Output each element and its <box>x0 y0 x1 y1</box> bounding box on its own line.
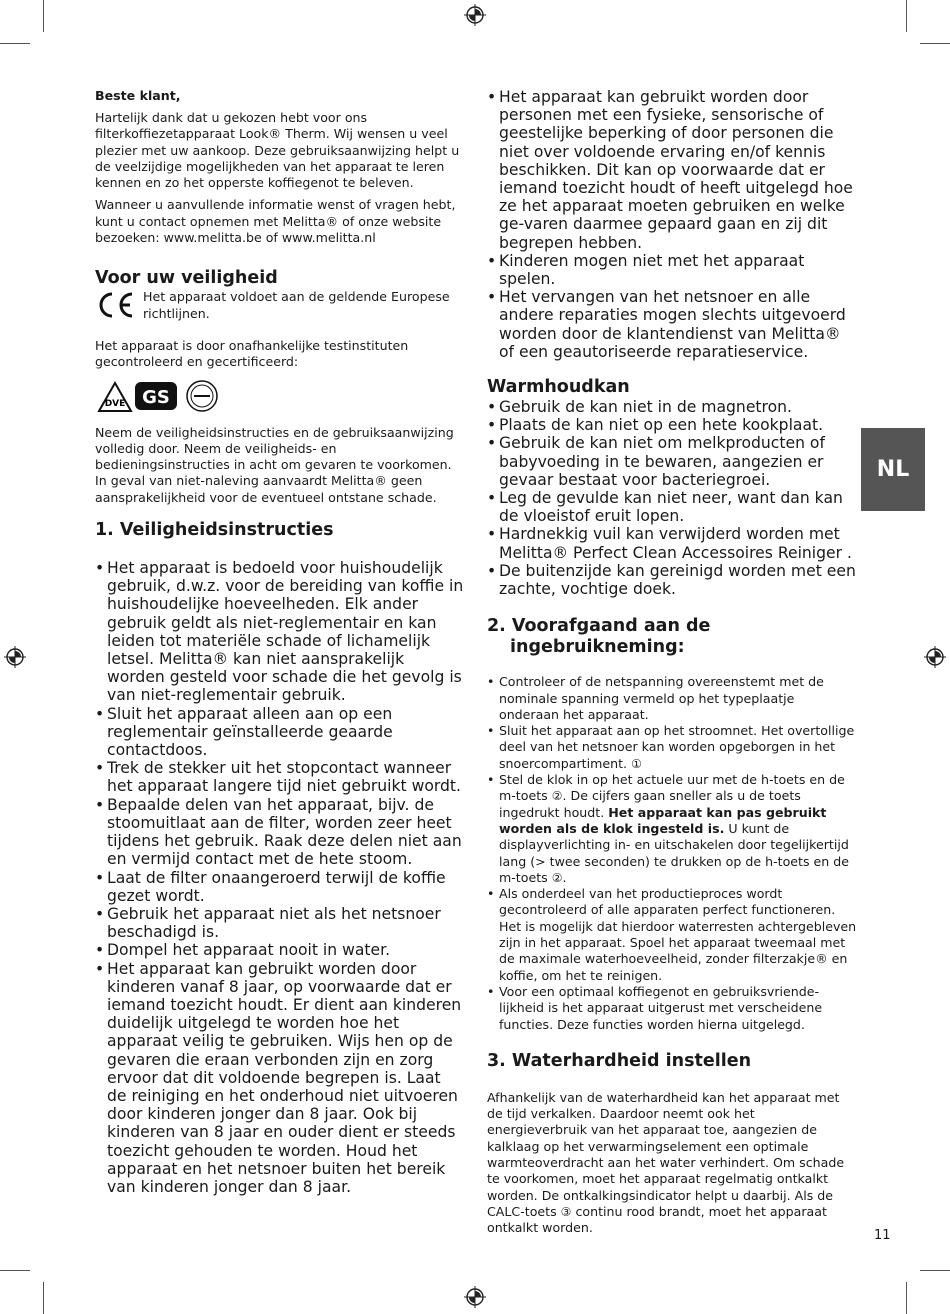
list-item: • Hardnekkig vuil kan verwijderd worden met Melitta® Perfect Clean Accessoires Reiniger . <box>487 525 857 561</box>
tested-text: Het apparaat is door onafhankelijke testinstituten gecontroleerd en gecertificeerd: <box>95 337 409 370</box>
list-item: • De buitenzijde kan gereinigd worden met een zachte, vochtige doek. <box>487 562 857 598</box>
section-1-heading: 1. Veiligheidsinstructies <box>95 520 334 541</box>
contact-paragraph: Wanneer u aanvullende informatie wenst of vragen hebt, kunt u contact opnemen met Melitta® of onze website bezoeken: www.melitta.be of www.melitta.nl <box>95 197 456 246</box>
list-item: • Sluit het apparaat alleen aan op een reglementair geïnstalleerde geaarde contactdoos. <box>95 705 465 760</box>
crop-mark <box>906 0 907 32</box>
section-3-heading: 3. Waterhardheid instellen <box>487 1050 752 1071</box>
list-item: • Het apparaat kan gebruikt worden door personen met een fysieke, sensorische of geestelijke beperking of door personen die niet over voldoende ervaring en/of kennis beschikken. Dit kan op voorwaarde dat er iemand toezicht houdt of heeft uitgelegd hoe ze het apparaat moeten gebruiken en welke ge-varen daarmee gepaard gaan en zij dit begrepen hebben. <box>487 88 857 252</box>
list-item: • Gebruik de kan niet om melkproducten of babyvoeding in te bewaren, aangezien er gevaar bestaat voor bacteriegroei. <box>487 434 857 489</box>
registration-mark-icon <box>464 4 486 26</box>
section-2-heading-line2: ingebruikneming: <box>510 637 685 658</box>
crop-mark <box>906 1282 907 1314</box>
ce-statement <box>95 289 465 322</box>
list-item: • Bepaalde delen van het apparaat, bijv. de stoomuitlaat aan de filter, worden zeer heet tijdens het gebruik. Raak deze delen niet aan en vermijd contact met de hete stoom. <box>95 796 465 869</box>
crop-mark <box>43 0 44 32</box>
water-hardness-text: Afhankelijk van de waterhardheid kan het apparaat met de tijd verkalken. Daardoor neemt ook het energieverbruik van het apparaat toe, aangezien de kalklaag op het verwarmingselement een optimale warmteoverdracht aan het water verhindert. Om schade te voorkomen, moet het apparaat regelmatig ontkalkt worden. De ontkalkingsindicator helpt u daarbij. Als de CALC-toets ③ continu rood brandt, moet het apparaat ontkalkt worden. <box>487 1089 845 1236</box>
gs-icon <box>135 382 177 410</box>
vde-icon <box>99 383 131 411</box>
certification-seal-icon <box>187 381 217 411</box>
safety-heading: Voor uw veiligheid <box>95 268 278 289</box>
preparation-list <box>487 674 857 1033</box>
list-item: • Sluit het apparaat aan op het stroomnet. Het overtollige deel van het netsnoer kan worden opgeborgen in het snoercompartiment. ① <box>487 723 857 772</box>
instructions-text: Neem de veiligheidsinstructies en de gebruiksaanwijzing volledig door. Neem de veiligheids- en bedieningsinstructies in acht om gevaren te voorkomen. In geval van niet-naleving aanvaardt Melitta® geen aansprakelijkheid voor de eventueel ontstane schade. <box>95 424 454 505</box>
list-item: • Het vervangen van het netsnoer en alle andere reparaties mogen slechts uitgevoerd worden door de klantendienst van Melitta® of een geautoriseerde reparatieservice. <box>487 288 857 361</box>
list-item: • Plaats de kan niet op een hete kookplaat. <box>487 416 857 434</box>
list-item: • Als onderdeel van het productieproces wordt gecontroleerd of alle apparaten perfect functioneren. Het is mogelijk dat hierdoor waterresten achtergebleven zijn in het apparaat. Spoel het apparaat tweemaal met de maximale waterhoeveelheid, zonder filterzakje® en koffie, om het te reinigen. <box>487 886 857 984</box>
intro-paragraph: Hartelijk dank dat u gekozen hebt voor ons filterkoffiezetapparaat Look® Therm. Wij wensen u veel plezier met uw aankoop. Deze gebruiksaanwijzing helpt u de veelzijdige mogelijkheden van het apparaat te leren kennen en zo het opperste koffiegenot te beleven. <box>95 110 460 191</box>
list-item: • Voor een optimaal koffiegenot en gebruiksvriende-lijkheid is het apparaat uitgerust met verscheidene functies. Deze functies worden hierna uitgelegd. <box>487 984 857 1033</box>
section-2-heading-line1: 2. Voorafgaand aan de <box>487 616 711 637</box>
crop-mark <box>0 43 30 44</box>
list-item: • Gebruik de kan niet in de magnetron. <box>487 398 857 416</box>
crop-mark <box>43 1282 44 1314</box>
registration-mark-icon <box>464 1286 486 1308</box>
safety-instructions-continued <box>487 88 857 361</box>
list-item: • Laat de filter onaangeroerd terwijl de koffie gezet wordt. <box>95 869 465 905</box>
right-column <box>487 88 857 1242</box>
list-item: • Trek de stekker uit het stopcontact wanneer het apparaat langere tijd niet gebruikt wordt. <box>95 759 465 795</box>
language-tab: NL <box>861 428 925 511</box>
svg-text:DVE: DVE <box>104 398 126 409</box>
crop-mark <box>920 43 950 44</box>
warmhoudkan-heading: Warmhoudkan <box>487 377 630 398</box>
list-item: • Kinderen mogen niet met het apparaat spelen. <box>487 252 857 288</box>
ce-mark-icon <box>95 291 135 319</box>
ce-text: Het apparaat voldoet aan de geldende Europese richtlijnen. <box>143 289 450 321</box>
list-item: • Het apparaat is bedoeld voor huishoudelijk gebruik, d.w.z. voor de bereiding van koffie in huishoudelijke hoeveelheden. Elk ander gebruik geldt als niet-reglementair en kan leiden tot materiële schade of lichamelijk letsel. Melitta® kan niet aansprakelijk worden gesteld voor schade die het gevolg is van niet-reglementair gebruik. <box>95 559 465 705</box>
warmhoudkan-list <box>487 398 857 598</box>
crop-mark <box>920 1270 950 1271</box>
certification-logos <box>95 377 465 415</box>
list-item: • Dompel het apparaat nooit in water. <box>95 941 465 959</box>
page-number: 11 <box>874 1228 891 1243</box>
list-item: • Leg de gevulde kan niet neer, want dan kan de vloeistof eruit lopen. <box>487 489 857 525</box>
list-item: • Controleer of de netspanning overeenstemt met de nominale spanning vermeld op het typeplaatje onderaan het apparaat. <box>487 674 857 723</box>
list-item: • Het apparaat kan gebruikt worden door kinderen vanaf 8 jaar, op voorwaarde dat er iemand toezicht houdt. Er dient aan kinderen duidelijk uitgelegd te worden hoe het apparaat veilig te gebruiken. Wijs hen op de gevaren die eraan verbonden zijn en zorg ervoor dat dit voldoende begrepen is. Laat de reiniging en het onderhoud niet uitvoeren door kinderen jonger dan 8 jaar. Ook bij kinderen van 8 jaar en ouder dient er steeds toezicht gehouden te worden. Houd het apparaat en het netsnoer buiten het bereik van kinderen jonger dan 8 jaar. <box>95 960 465 1197</box>
salutation: Beste klant, <box>95 88 181 103</box>
left-column <box>95 88 465 1196</box>
registration-mark-icon <box>4 646 26 668</box>
list-item: • Stel de klok in op het actuele uur met de h-toets en de m-toets ②. De cijfers gaan sneller als u de toets ingedrukt houdt. Het apparaat kan pas gebruikt worden als de klok ingesteld is. U kunt de displayverlichting in- en uitschakelen door tegelijkertijd lang (> twee seconden) te drukken op de h-toets en de m-toets ②. <box>487 772 857 886</box>
registration-mark-icon <box>924 646 946 668</box>
list-item: • Gebruik het apparaat niet als het netsnoer beschadigd is. <box>95 905 465 941</box>
crop-mark <box>0 1270 30 1271</box>
safety-instructions-list <box>95 559 465 1196</box>
section-2-heading <box>487 616 857 658</box>
svg-text:GS: GS <box>142 386 170 408</box>
